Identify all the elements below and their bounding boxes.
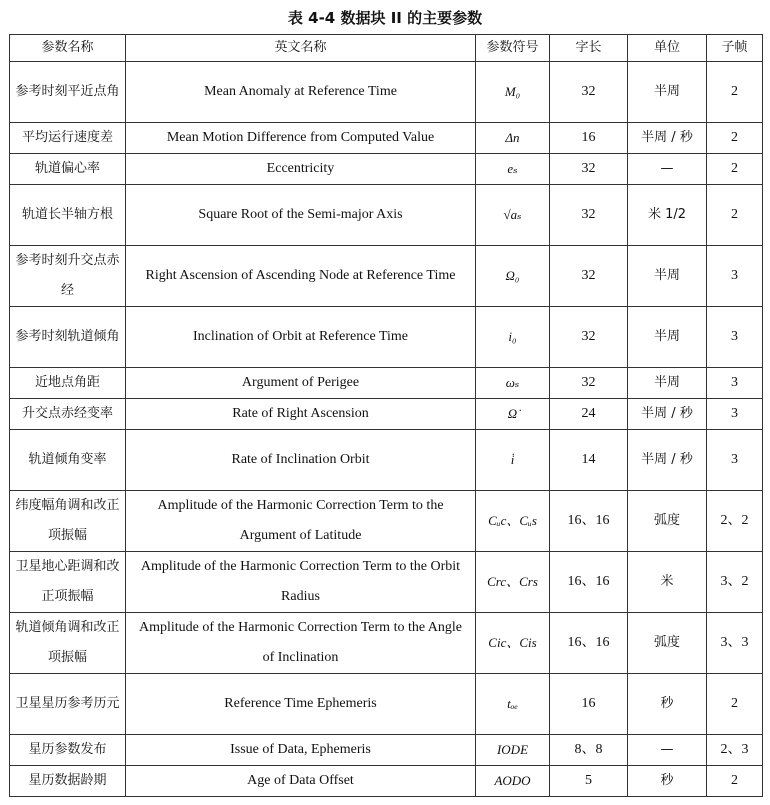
cell-english-name: Argument of Perigee: [126, 368, 476, 399]
header-symbol: 参数符号: [476, 35, 550, 62]
cell-subframe: 2: [707, 123, 763, 154]
cell-param-name: 升交点赤经变率: [10, 399, 126, 430]
cell-english-name: Eccentricity: [126, 154, 476, 185]
cell-symbol: ωₛ: [476, 368, 550, 399]
cell-word-length: 32: [550, 246, 628, 307]
cell-param-name: 轨道倾角调和改正项振幅: [10, 613, 126, 674]
cell-param-name: 近地点角距: [10, 368, 126, 399]
cell-param-name: 参考时刻平近点角: [10, 62, 126, 123]
cell-unit: 米: [628, 552, 707, 613]
table-row: [10, 154, 763, 185]
cell-subframe: 2: [707, 766, 763, 797]
cell-subframe: 3、2: [707, 552, 763, 613]
cell-unit: 半周: [628, 368, 707, 399]
cell-english-name: Right Ascension of Ascending Node at Reference Time: [126, 246, 476, 307]
cell-word-length: 32: [550, 154, 628, 185]
header-word-length: 字长: [550, 35, 628, 62]
parameter-table: [9, 34, 763, 797]
cell-word-length: 32: [550, 185, 628, 246]
cell-subframe: 3: [707, 430, 763, 491]
cell-param-name: 星历数据龄期: [10, 766, 126, 797]
cell-english-name: Square Root of the Semi-major Axis: [126, 185, 476, 246]
cell-param-name: 轨道偏心率: [10, 154, 126, 185]
table-row: [10, 430, 763, 491]
cell-symbol: Δn: [476, 123, 550, 154]
table-row: [10, 368, 763, 399]
cell-english-name: Reference Time Ephemeris: [126, 674, 476, 735]
cell-param-name: 卫星星历参考历元: [10, 674, 126, 735]
cell-symbol: √aₛ: [476, 185, 550, 246]
table-row: [10, 246, 763, 307]
header-subframe: 子帧: [707, 35, 763, 62]
cell-unit: 半周: [628, 62, 707, 123]
cell-symbol: tₒₑ: [476, 674, 550, 735]
cell-symbol: i₀: [476, 307, 550, 368]
cell-unit: 弧度: [628, 491, 707, 552]
cell-word-length: 16、16: [550, 491, 628, 552]
cell-unit: 半周 / 秒: [628, 123, 707, 154]
table-row: [10, 491, 763, 552]
cell-subframe: 2: [707, 674, 763, 735]
cell-english-name: Rate of Right Ascension: [126, 399, 476, 430]
cell-english-name: Amplitude of the Harmonic Correction Term to the Angle of Inclination: [126, 613, 476, 674]
cell-subframe: 2: [707, 154, 763, 185]
table-row: [10, 185, 763, 246]
cell-subframe: 2: [707, 62, 763, 123]
table-row: [10, 735, 763, 766]
cell-word-length: 32: [550, 368, 628, 399]
cell-english-name: Issue of Data, Ephemeris: [126, 735, 476, 766]
cell-unit: 半周 / 秒: [628, 399, 707, 430]
table-row: [10, 613, 763, 674]
cell-word-length: 16: [550, 674, 628, 735]
cell-param-name: 平均运行速度差: [10, 123, 126, 154]
table-row: [10, 674, 763, 735]
cell-param-name: 轨道长半轴方根: [10, 185, 126, 246]
cell-symbol: Cᵤc、Cᵤs: [476, 491, 550, 552]
table-title: 表 4-4 数据块 II 的主要参数: [287, 9, 483, 27]
cell-english-name: Inclination of Orbit at Reference Time: [126, 307, 476, 368]
cell-symbol: Ω̇: [476, 399, 550, 430]
cell-word-length: 5: [550, 766, 628, 797]
cell-symbol: M₀: [476, 62, 550, 123]
cell-english-name: Mean Anomaly at Reference Time: [126, 62, 476, 123]
cell-symbol: Cic、Cis: [476, 613, 550, 674]
cell-unit: 米 1/2: [628, 185, 707, 246]
cell-unit: —: [628, 154, 707, 185]
table-row: [10, 307, 763, 368]
header-english-name: 英文名称: [126, 35, 476, 62]
cell-subframe: 3: [707, 368, 763, 399]
cell-param-name: 卫星地心距调和改正项振幅: [10, 552, 126, 613]
cell-param-name: 参考时刻轨道倾角: [10, 307, 126, 368]
cell-param-name: 星历参数发布: [10, 735, 126, 766]
cell-param-name: 轨道倾角变率: [10, 430, 126, 491]
cell-word-length: 16、16: [550, 552, 628, 613]
cell-symbol: AODO: [476, 766, 550, 797]
cell-word-length: 16、16: [550, 613, 628, 674]
cell-symbol: eₛ: [476, 154, 550, 185]
cell-english-name: Amplitude of the Harmonic Correction Term to the Argument of Latitude: [126, 491, 476, 552]
cell-unit: 半周 / 秒: [628, 430, 707, 491]
cell-unit: 秒: [628, 766, 707, 797]
cell-subframe: 2: [707, 185, 763, 246]
table-row: [10, 62, 763, 123]
cell-english-name: Age of Data Offset: [126, 766, 476, 797]
cell-subframe: 2、3: [707, 735, 763, 766]
header-row: [10, 35, 763, 62]
cell-subframe: 3、3: [707, 613, 763, 674]
cell-word-length: 32: [550, 307, 628, 368]
cell-unit: 半周: [628, 307, 707, 368]
cell-symbol: Crc、Crs: [476, 552, 550, 613]
cell-unit: 秒: [628, 674, 707, 735]
cell-symbol: IODE: [476, 735, 550, 766]
header-unit: 单位: [628, 35, 707, 62]
table-row: [10, 399, 763, 430]
cell-param-name: 纬度幅角调和改正项振幅: [10, 491, 126, 552]
cell-subframe: 3: [707, 307, 763, 368]
table-row: [10, 552, 763, 613]
cell-param-name: 参考时刻升交点赤经: [10, 246, 126, 307]
cell-subframe: 3: [707, 399, 763, 430]
cell-word-length: 24: [550, 399, 628, 430]
cell-word-length: 14: [550, 430, 628, 491]
cell-subframe: 3: [707, 246, 763, 307]
cell-word-length: 32: [550, 62, 628, 123]
cell-symbol: i̇: [476, 430, 550, 491]
cell-unit: —: [628, 735, 707, 766]
cell-symbol: Ω₀: [476, 246, 550, 307]
cell-unit: 弧度: [628, 613, 707, 674]
table-row: [10, 123, 763, 154]
cell-word-length: 16: [550, 123, 628, 154]
table-row: [10, 766, 763, 797]
cell-subframe: 2、2: [707, 491, 763, 552]
cell-word-length: 8、8: [550, 735, 628, 766]
cell-english-name: Rate of Inclination Orbit: [126, 430, 476, 491]
cell-unit: 半周: [628, 246, 707, 307]
cell-english-name: Amplitude of the Harmonic Correction Term to the Orbit Radius: [126, 552, 476, 613]
cell-english-name: Mean Motion Difference from Computed Value: [126, 123, 476, 154]
header-param-name: 参数名称: [10, 35, 126, 62]
